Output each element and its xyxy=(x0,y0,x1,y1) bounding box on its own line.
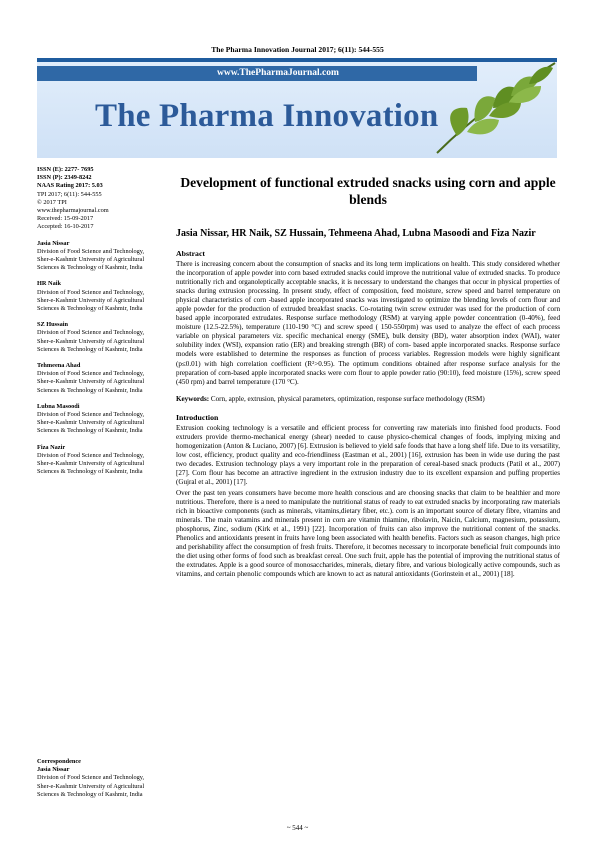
affiliation-text: Division of Food Science and Technology, Sher-e-Kashmir University of Agricultural Sciences & Technology of Kashmir, India xyxy=(37,288,145,313)
journal-website[interactable]: www.thepharmajournal.com xyxy=(37,207,109,215)
issn-e: ISSN (E): 2277- 7695 xyxy=(37,166,94,173)
keywords-list: Corn, apple, extrusion, physical parameters, optimization, response surface methodology (RSM) xyxy=(210,394,485,403)
affiliation-author-name: HR Naik xyxy=(37,280,61,288)
journal-citation-line: The Pharma Innovation Journal 2017; 6(11): 544-555 xyxy=(211,45,384,54)
paper-title: Development of functional extruded snacks using corn and apple blends xyxy=(180,175,556,207)
journal-url[interactable]: www.ThePharmaJournal.com xyxy=(37,66,477,81)
leaves-illustration-icon xyxy=(427,58,557,158)
author-affiliation xyxy=(37,240,159,273)
author-affiliation xyxy=(37,403,159,436)
affiliation-author-name: Lubna Masoodi xyxy=(37,402,80,410)
introduction-paragraph-1: Extrusion cooking technology is a versatile and efficient process for converting raw materials into finished food products. Food extruders provide thermo-mechanical energy (shear) needed to cause physico-chemical changes of foods, implying mixing and homogenization (Anton & Luciano, 2007) [6]. Extrusion is believed to yield safe foods that have a long shelf life. Due to its versatility, low cost, efficiency, product quality and eco-friendliness (Eastman et al., 2001) [16], extrusion has been in wide use during the past two decades. Extrusion technology plays a very important role in the preparation of cereal-based snack products (Patil et al., 2007) [27]. Corn flour has become an attractive ingredient in the extrusion industry due to its excellent expansion and puffing properties (Gujral et al., 2001) [17]. xyxy=(176,423,560,486)
affiliation-text: Division of Food Science and Technology, Sher-e-Kashmir University of Agricultural Sciences & Technology of Kashmir, India xyxy=(37,329,145,353)
introduction-heading: Introduction xyxy=(176,412,219,422)
author-affiliation xyxy=(37,444,159,477)
author-affiliation xyxy=(37,362,159,395)
affiliation-author-name: Tehmeena Ahad xyxy=(37,362,81,370)
author-affiliation xyxy=(37,321,159,354)
affiliation-author-name: Jasia Nissar xyxy=(37,239,70,247)
author-affiliation xyxy=(37,280,159,313)
affiliation-author-name: SZ Hussain xyxy=(37,321,68,329)
correspondence-name: Jasia Nissar xyxy=(37,766,70,774)
introduction-paragraph-2: Over the past ten years consumers have become more health conscious and are choosing snacks that claim to be healthier and more nutritious. Therefore, there is a need to manipulate the nutritional status of ready to eat extruded snacks by incorporating raw materials rich in bioactive components (such as minerals, vitamins,dietary fiber, etc.). corn is an important source of dietary fibre, vitamins and minerals. The main vatamins and minerals present in corn are vitamin thiamine, ribolavin, Naicin, Calcium, magnesium, potassium, phosphorus, Zinc, sodium (Kirk et al., 1991) [22]. Incorporation of fruits can also improve the nutritional content of the snacks. Phenolics and antioxidants present in fruits have long been associated with health benefits. Factors such as season changes, high price and perishability affect the consumption of fresh fruits. Therefore, it becomes necessary to incorporate beneficial fruit compounds into the diet using other forms of food such as breakfast cereal. One such fruit, apple has the potential of improving the nutritional status of the extrudates. Apple is a good source of monosaccharides, minerals, dietary fibre, and various biologically active compounds, such as vitamins, and certain phenolic compounds which are known to act as natural antioxidants (Gorinstein et al., 2001) [18]. xyxy=(176,489,560,579)
page-number: ~ 544 ~ xyxy=(286,824,309,832)
affiliation-author-name: Fiza Nazir xyxy=(37,443,66,451)
journal-banner xyxy=(37,58,557,158)
keywords-label: Keywords: xyxy=(176,394,210,403)
affiliation-text: Division of Food Science and Technology, Sher-e-Kashmir University of Agricultural Sciences & Technology of Kashmir, India xyxy=(37,247,145,272)
affiliation-text: Division of Food Science and Technology, Sher-e-Kashmir University of Agricultural Sciences & Technology of Kashmir, India xyxy=(37,411,145,435)
abstract-heading: Abstract xyxy=(176,249,206,258)
issn-p: ISSN (P): 2349-8242 xyxy=(37,174,92,182)
copyright: © 2017 TPI xyxy=(37,198,67,206)
correspondence-affiliation: Division of Food Science and Technology, Sher-e-Kashmir University of Agricultural Sciences & Technology of Kashmir, India xyxy=(37,774,145,798)
correspondence-block xyxy=(37,758,159,799)
keywords xyxy=(176,395,560,404)
naas-rating: NAAS Rating 2017: 5.03 xyxy=(37,182,103,190)
affiliation-text: Division of Food Science and Technology, Sher-e-Kashmir University of Agricultural Sciences & Technology of Kashmir, India xyxy=(37,370,145,394)
journal-name: The Pharma Innovation xyxy=(95,98,439,134)
tpi-citation: TPI 2017; 6(11): 544-555 xyxy=(37,190,102,198)
article-metadata-sidebar xyxy=(37,166,159,477)
accepted-date: Accepted: 16-10-2017 xyxy=(37,223,94,231)
correspondence-label: Correspondence xyxy=(37,758,81,765)
abstract-text: There is increasing concern about the consumption of snacks and its long term implications on health. This study considered whether the incorporation of apple powder into corn based extruded snacks could improve the nutritional value of extruded snacks. To produce nutritionally rich and organoleptically acceptable snacks, it is necessary to understand the changes that occur in physical properties of snacks during extrusion processing. In present study, effect of composition, feed moisture, screw speed and barrel temperature on physical characteristics of corn -based apple incorporated snacks was investigated to optimize the blending levels of corn flour and apple powder for the production of extruded breakfast snacks. Co-rotating twin screw extruder was used for the production of corn based apple incorporated extrudates. Response surface methodology (RSM) at varying apple powder concentration (0-40%), feed moisture (12.5-22.5%), temperature (110-190 °C) and screw speed ( 150-550rpm) was used to analyze the effect of each process variable on physical parameters viz. specific mechanical energy (SME), bulk density (BD), water absorption index (WAI), water solubility index (WSI), expansion ratio (ER) and breaking strength (BR) of corn- based apple incorporated snacks. Response surface models were established to determine the responses as function of process variables. Regression models were highly significant (p≤0.01) with high correlation coefficient (R²>0.95). The optimum conditions obtained after response surface analysis for the preparation of corn-based apple incorporated snacks were corn flour to apple powder ratio (90:10), feed moisture (15%), screw speed (450 rpm) and barrel temperature (170 °C). xyxy=(176,260,560,386)
affiliation-text: Division of Food Science and Technology, Sher-e-Kashmir University of Agricultural Sciences & Technology of Kashmir, India xyxy=(37,451,145,476)
article-main-column xyxy=(176,174,560,580)
received-date: Received: 15-09-2017 xyxy=(37,215,94,223)
author-list: Jasia Nissar, HR Naik, SZ Hussain, Tehmeena Ahad, Lubna Masoodi and Fiza Nazir xyxy=(176,228,536,239)
